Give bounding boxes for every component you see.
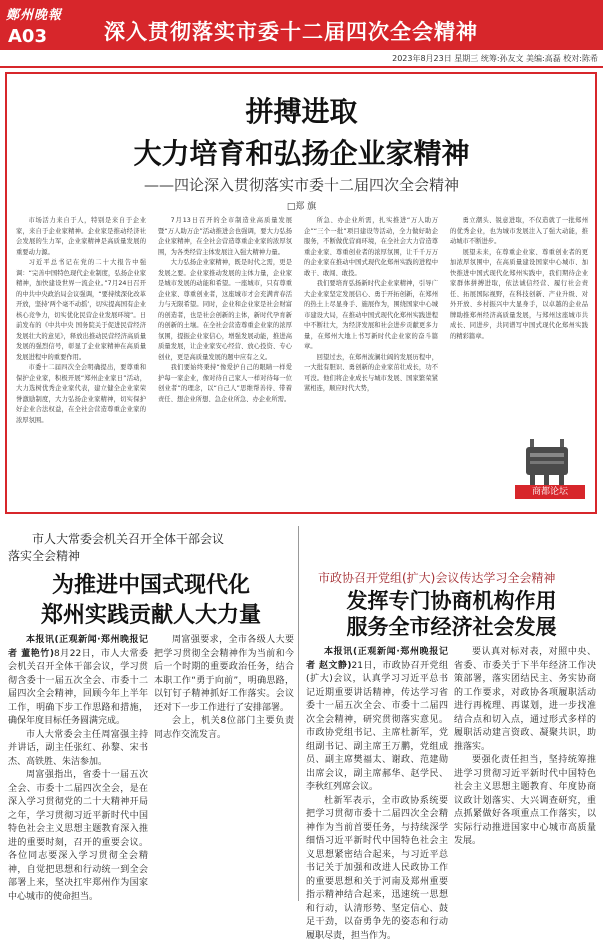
masthead: [0, 0, 603, 50]
commentary-column-3: [304, 216, 438, 506]
commentary-title-line2: 大力培育和弘扬企业家精神: [0, 132, 603, 172]
paragraph: 会上，机关8位部门主要负责同志作交流发言。: [154, 715, 294, 742]
paragraph: 市场活力来自于人，特别是来自于企业家，来自于企业家精神。企业家是推动经济社会发展的生力军，企业家精神是高质量发展的重要动力源。: [16, 216, 146, 258]
right-article-kicker: 市政协召开党组(扩大)会议传达学习全会精神: [318, 569, 555, 586]
issue-info-bar: [0, 50, 603, 67]
paragraph: 大力弘扬企业家精神，既是时代之需，更是发展之要。企业家推动发展的主体力量，企业家是城市发展的动能和希望。一座城市，只有尊重企业家、尊重创业者，这座城市才会充满青春活力与无限希望。同时，企业和企业家是社会财富的创造者，也是社会创新的主体，新时代孕育新的创新的土壤。在全社会营造尊重企业家的浓厚氛围，提振企业家信心，增强发展动能，推进高质量发展，让企业家安心经营、放心投资、专心创业，更是高质量发展的题中应有之义。: [158, 258, 292, 363]
left-article-column-1: [8, 634, 148, 902]
paragraph: 7月13日召开的全市制造业高质量发展暨“万人助万企”活动推进会也强调，要大力弘扬企业家精神，在全社会营造尊重企业家的浓厚氛围，为各类经营主体发展注入强大精神力量。: [158, 216, 292, 258]
paragraph: 回望过去，在郑州波澜壮阔的发展历程中，一大批有胆识、勇创新的企业家茁壮成长，功不可没。他们将企业成长与城市发展、国家繁荣紧紧相连，顺应时代大势，: [304, 353, 438, 395]
column-divider: [298, 526, 299, 901]
reporter: 本报讯(正观新闻·郑州晚报记者 赵文静): [306, 647, 448, 671]
right-article-column-2: [454, 646, 596, 902]
paragraph: 所急、办企业所需，扎实推进“万人助万企”“三个一批”项目建设等活动，全力做好助企服务，不断做优营商环境，在全社会大力营造尊重企业家、尊重创业者的浓厚氛围，让千千万万的企业家在推动中国式现代化郑州实践的进程中敢干、敢闯、敢投。: [304, 216, 438, 279]
commentary-subtitle: ——四论深入贯彻落实市委十二届四次全会精神: [0, 174, 603, 195]
left-article-kicker-2: 落实全会精神: [8, 547, 80, 564]
paragraph: 我们要始终秉持“像爱护自己的眼睛一样爱护每一家企业，像对待自己家人一样对待每一位创业者”的理念，以“自己人”思维帮善待、带着责任、想企业所想、急企业所急、办企业所需。: [158, 363, 292, 405]
paragraph: 我们要培育弘扬新时代企业家精神，引导广大企业家坚定发展信心、勇于开拓创新，在郑州的热土上尽显身手、施展作为，围绕国家中心城市建设大局，在推动中国式现代化郑州实践进程中不断壮大，为经济发展和社会进步贡献更多力量，在郑州大地上书写新时代企业家的奋斗篇章。: [304, 279, 438, 353]
right-article-column-1: [306, 646, 448, 902]
commentary-column-2: [158, 216, 292, 506]
issue-info: 2023年8月23日 星期三 统筹:孙友文 美编:高磊 校对:陈希: [392, 53, 598, 64]
paragraph: 展望未来，在尊重企业家、尊重创业者的更加浓厚氛围中，在高质量建设国家中心城市、加快推进中国式现代化郑州实践中，我们期待企业家群体拼搏进取，依法诚信经营、履行社会责任、拓展国际视野，在科技创新、产业升级、对外开放、乡村振兴中大显身手，以卓越的企业品牌助推郑州经济高质量发展，与郑州这座城市共成长、同进步，共同谱写中国式现代化郑州实践的精彩篇章。: [450, 248, 588, 343]
paragraph: 要强化责任担当，坚持统筹推进学习贯彻习近平新时代中国特色社会主义思想主题教育、年度协商议政计划落实、大兴调查研究，重点抓紧做好各项重点工作落实，以实际行动推进国家中心城市高质量发展。: [454, 754, 596, 849]
paragraph: 要认真对标对表，对照中央、省委、市委关于下半年经济工作决策部署，落实团结民主、务实协商的工作要求，对政协各项履职活动进行再梳理、再谋划，进一步找准结合点和切入点，通过形式多样的履职活动建言资政、凝聚共识，助推落实。: [454, 646, 596, 754]
header-rule: [0, 66, 603, 68]
left-article-title-line1: 为推进中国式现代化: [8, 568, 294, 599]
right-article-title-line2: 服务全市经济社会发展: [304, 611, 599, 641]
ding-vessel-icon: [522, 435, 572, 491]
paragraph: 本报讯(正观新闻·郑州晚报记者 赵文静)21日，市政协召开党组(扩大)会议，认真学习习近平总书记近期重要讲话精神，传达学习省委十一届五次全会、市委十二届四次全会精神，研究贯彻落实意见。市政协党组书记、主席杜新军，党组副书记、副主席王万鹏，党组成员、副主席樊福太、谢政、范建勋出席会议，副主席郝华、赵学民、李秋红列席会议。: [306, 646, 448, 795]
paragraph: 勇立潮头、锐意进取，不仅造就了一批郑州的优秀企业，也为城市发展注入了强大动能，推动城市不断进步。: [450, 216, 588, 248]
column-badge: 商都论坛: [515, 485, 585, 499]
paragraph: 周富强指出，省委十一届五次全会、市委十二届四次全会，是在深入学习贯彻党的二十大精神开局之年，学习贯彻习近平新时代中国特色社会主义思想主题教育深入推进的重要时刻，召开的重要会议。各位同志要深入学习贯彻全会精神，自觉把思想和行动统一到全会部署上来，坚决扛牢郑州作为国家中心城市的使命担当。: [8, 769, 148, 904]
page-number: A03: [8, 26, 47, 47]
reporter: 本报讯(正观新闻·郑州晚报记者 董艳竹): [8, 635, 148, 659]
paragraph: 杜新军表示，全市政协系统要把学习贯彻市委十二届四次全会精神作为当前首要任务，与持续深学细悟习近平新时代中国特色社会主义思想紧密结合起来，与习近平总书记关于加强和改进人民政协工作的重要思想和关于河南及郑州重要指示精神结合起来，迅速统一思想和行动，认清形势、坚定信心、鼓足干劲，以奋勇争先的姿态和行动履职尽责，担当作为。: [306, 795, 448, 943]
newspaper-logo: 鄭州晚報: [6, 4, 62, 23]
commentary-title-line1: 拼搏进取: [0, 90, 603, 130]
left-article-column-2: [154, 634, 294, 902]
paragraph: 市委十二届四次全会明确提出，要尊重和保护企业家，积极开展“郑州企业家日”活动，大力选树优秀企业家代表，建立健全企业家荣誉激励制度，大力弘扬企业家精神，切实保护好企业合法权益，在全社会营造尊重企业家的浓厚氛围。: [16, 363, 146, 426]
right-article-title-line1: 发挥专门协商机构作用: [304, 585, 599, 615]
section-title: 深入贯彻落实市委十二届四次全会精神: [104, 16, 478, 46]
commentary-column-4: [450, 216, 588, 428]
commentary-byline: □郑 旗: [0, 199, 603, 212]
paragraph: 习近平总书记在党的二十大报告中强调：“完善中国特色现代企业制度，弘扬企业家精神，加快建设世界一流企业。”7月24日召开的中共中央政治局会议强调，“要持续深化改革开放，坚持‘两个毫不动摇’，切实提高国有企业核心竞争力，切实优化民营企业发展环境”。日前发布的《中共中央 国务院关于促进民营经济发展壮大的意见》，释放出推动民营经济高质量发展的强烈信号，彰显了企业家精神在高质量发展进程中的重要作用。: [16, 258, 146, 363]
paragraph: 本报讯(正观新闻·郑州晚报记者 董艳竹)8月22日，市人大常委会机关召开全体干部会议，学习贯彻含委十一届五次全会、市委十二届四次全会精神，回顾今年上半年工作，明确下步工作思路和措施，确保年度目标任务圆满完成。: [8, 634, 148, 729]
commentary-column-1: [16, 216, 146, 506]
paragraph: 周富强要求，全市各级人大要把学习贯彻全会精神作为当前和今后一个时期的重要政治任务，结合本职工作“勇于向前”，明确思路，以钉钉子精神抓好工作落实。会议还对下一步工作进行了安排部署。: [154, 634, 294, 715]
paragraph: 市人大常委会主任周富强主持并讲话，副主任张红、孙黎、宋书杰、高铁胜、朱洁参加。: [8, 729, 148, 770]
left-article-title-line2: 郑州实践贡献人大力量: [8, 598, 294, 629]
left-article-kicker-1: 市人大常委会机关召开全体干部会议: [32, 530, 224, 547]
